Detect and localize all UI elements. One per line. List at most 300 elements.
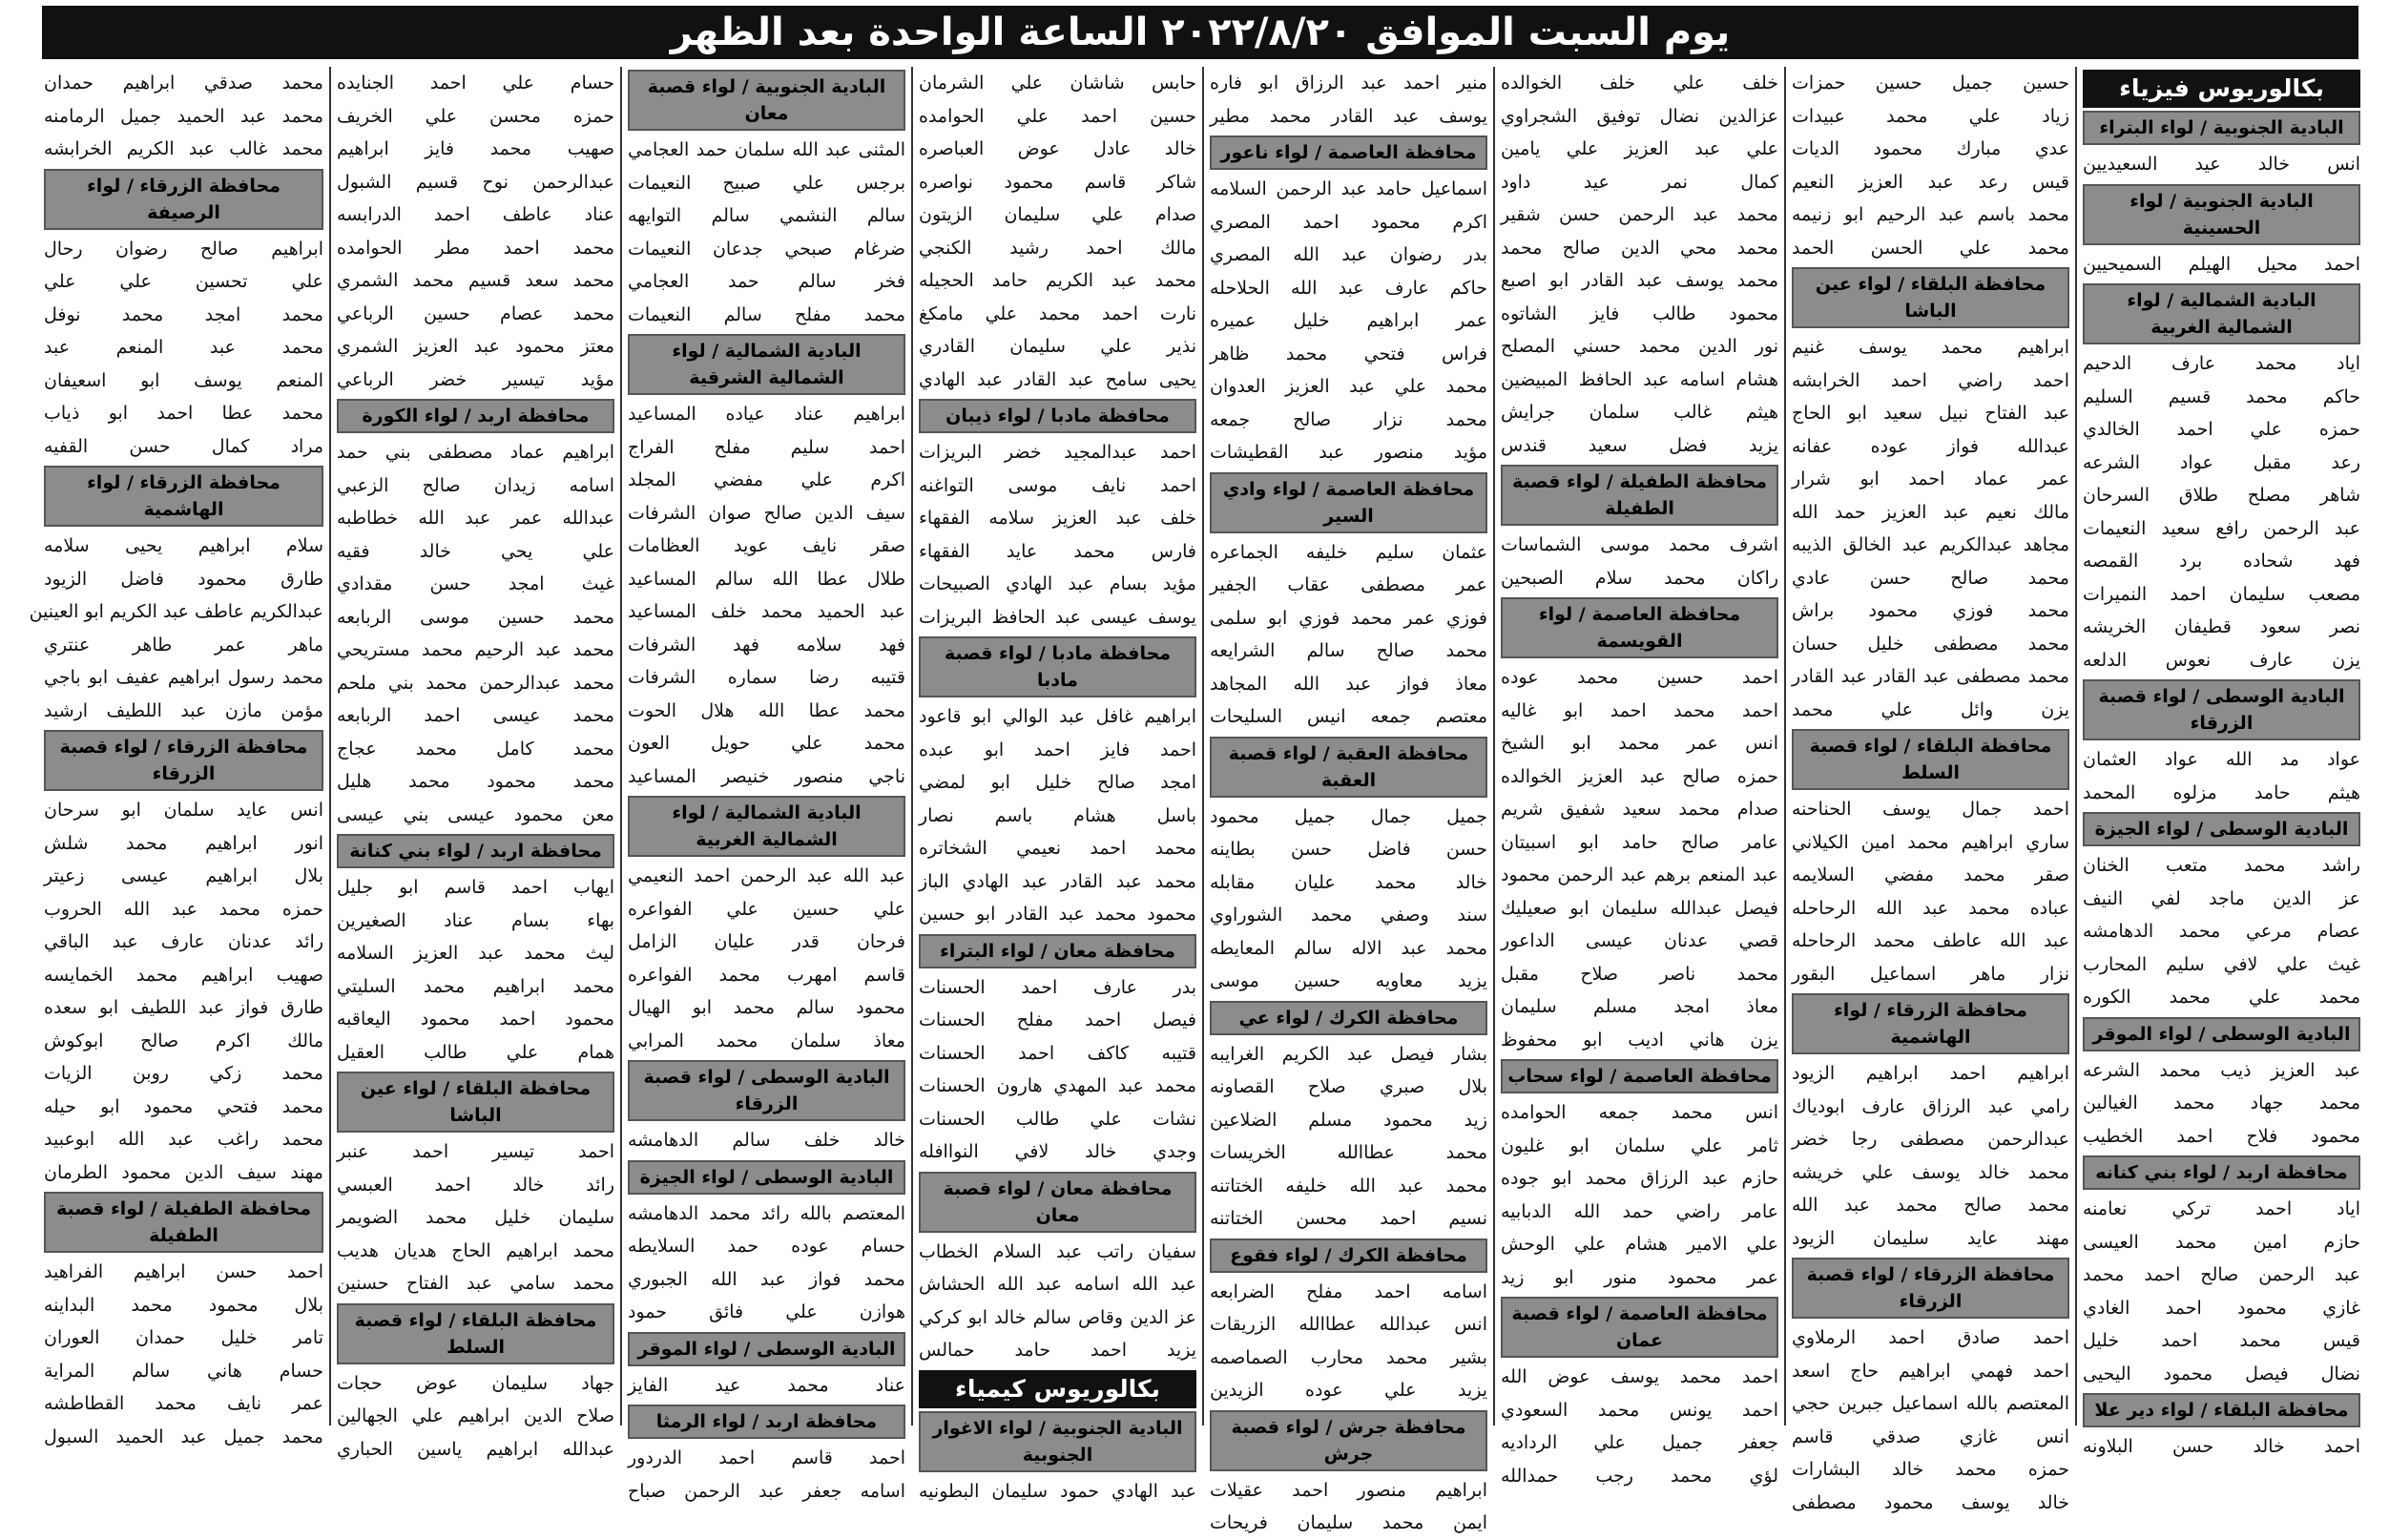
name-entry: بشير محمد محارب الصماصمه — [1210, 1346, 1487, 1368]
name-entry: مؤيد منصور عبد القطيشات — [1210, 442, 1487, 463]
name-entry: يحيى سامح عبد القادر عبد الهادي — [919, 368, 1196, 390]
name-entry: انور ابراهيم محمد شلش — [44, 832, 323, 854]
name-entry: زيد محمود مسلم الضلاعين — [1210, 1109, 1487, 1131]
name-entry: حمزه محمد خالد البشارات — [1792, 1459, 2069, 1480]
column-4 — [1202, 67, 1493, 1533]
name-entry: بلال صبري صلاح القصاونه — [1210, 1076, 1487, 1097]
name-entry: قيس محمد احمد خليل — [2083, 1330, 2360, 1351]
name-entry: سند وصفي محمد الشوراوي — [1210, 905, 1487, 926]
name-entry: احمد حسن ابراهيم الفراهيد — [44, 1261, 323, 1282]
name-entry: محمد عبدالرحمن محمد بني ملحم — [337, 672, 614, 694]
name-entry: حاكم عارف عبد الله الحلاحله — [1210, 277, 1487, 299]
name-entry: عبد الله عبد الرحمن احمد النعيمي — [628, 865, 905, 886]
name-entry: عواد مد الله عواد العثمان — [2083, 749, 2360, 770]
name-entry: نذير علي سليمان القادري — [919, 336, 1196, 357]
name-entry: محمد عصام حسين الرباعي — [337, 302, 614, 324]
name-entry: محمد عطا احمد ابو ذياب — [44, 403, 323, 424]
name-entry: اشرف محمد موسى الشماسات — [1501, 534, 1778, 555]
name-entry: احمد عبدالمجيد خضر البريزات — [919, 442, 1196, 463]
region-heading: محافظة العاصمة / لواء القويسمة — [1501, 597, 1778, 658]
name-entry: محمد عبد الرحمن حسن شقير — [1501, 204, 1778, 225]
name-entry: بهاء بسام عناد الصغيرين — [337, 909, 614, 931]
name-entry: محمد عبد الحميد جميل الرمامنه — [44, 105, 323, 127]
name-entry: احمد محمد احمد ابو غاليه — [1501, 699, 1778, 721]
name-entry: علي عبد العزيز علي يامين — [1501, 138, 1778, 159]
region-heading: محافظة العاصمة / لواء سحاب — [1501, 1059, 1778, 1093]
name-entry: ايهاب احمد قاسم ابو جليل — [337, 877, 614, 898]
name-entry: محمد صالح حسن عادي — [1792, 567, 2069, 589]
name-entry: ليث محمد عبد العزيز السلامه — [337, 943, 614, 964]
name-entry: حسن فاضل حسن بطاينه — [1210, 839, 1487, 860]
name-entry: برجس علي صبيح النعيمات — [628, 172, 905, 194]
region-heading: محافظة العاصمة / لواء ناعور — [1210, 135, 1487, 170]
name-entry: ابراهيم صالح رضوان رحال — [44, 238, 323, 260]
name-entry: عبدالله عمر عبد الله خطاطبه — [337, 508, 614, 529]
name-entry: مؤيد تيسير خضر الرباعي — [337, 368, 614, 390]
name-entry: وجدي خالد لافي النواافله — [919, 1141, 1196, 1162]
name-entry: خالد محمد عليان مقابله — [1210, 871, 1487, 893]
name-entry: طلال عطا الله سالم المساعيد — [628, 568, 905, 590]
name-entry: عثمان سليم خليفه الجماعره — [1210, 541, 1487, 563]
name-entry: اسامه زيدان صالح الزعبي — [337, 474, 614, 496]
column-6 — [620, 67, 911, 1502]
name-entry: محمد سعد قسيم محمد الشمري — [337, 270, 614, 291]
name-entry: احمد حسين محمد عوده — [1501, 667, 1778, 688]
region-heading: محافظة اربد / لواء بني كنانة — [337, 834, 614, 868]
name-entry: صلاح الدين ابراهيم علي الجهالين — [337, 1405, 614, 1426]
name-entry: ماهر عمر طاهر عنتري — [44, 634, 323, 656]
name-entry: خالد خلف سالم الدهامشه — [628, 1130, 905, 1151]
name-entry: علي الامير هشام علي الوحش — [1501, 1234, 1778, 1255]
name-entry: محمد احمد نعيمي الشخاتره — [919, 838, 1196, 859]
name-entry: فوزي عمر محمد فوزي ابو سلمى — [1210, 607, 1487, 629]
name-entry: زياد علي محمد عبيدات — [1792, 105, 2069, 127]
name-entry: فخر سالم حمد العجامي — [628, 271, 905, 292]
name-entry: مهند عايد سليمان الزيود — [1792, 1227, 2069, 1249]
name-entry: خلف علي خلف الخوالده — [1501, 73, 1778, 94]
name-entry: انس محمد جمعه الحوامده — [1501, 1102, 1778, 1123]
region-heading: محافظة البلقاء / لواء عين الباشا — [337, 1072, 614, 1133]
name-entry: محمد صدقي ابراهيم حمدان — [44, 73, 323, 94]
name-entry: عبدالرحمن مصطفى رجا خضر — [1792, 1129, 2069, 1150]
name-entry: معاذ سلمان محمد المرابي — [628, 1030, 905, 1051]
name-entry: تامر خليل حمدان العوران — [44, 1327, 323, 1348]
name-entry: مالك نعيم عبد العزيز حمد الله — [1792, 501, 2069, 523]
region-heading: محافظة الطفيلة / لواء قصبة الطفيلة — [1501, 465, 1778, 526]
column-8 — [29, 67, 329, 1447]
column-1 — [2075, 67, 2366, 1457]
name-entry: محمد فتحي محمود ابو حيله — [44, 1095, 323, 1117]
name-entry: عباده محمد عبد الله الرحاحله — [1792, 897, 2069, 919]
name-entry: المثنى عبد الله سلمان حمد العجامي — [628, 139, 905, 160]
name-entry: محمد كامل محمد عجاج — [337, 738, 614, 760]
name-entry: معتصم جمعه انيس السليحات — [1210, 706, 1487, 727]
name-entry: محمد عبد الاله سالم المعايطه — [1210, 937, 1487, 959]
name-entry: احمد خالد حسن البلاونه — [2083, 1436, 2360, 1457]
name-entry: بشار فيصل عبد الكريم الغرايبه — [1210, 1043, 1487, 1065]
name-entry: احمد صادق احمد الرملاوي — [1792, 1327, 2069, 1348]
name-entry: غيث علي لافي سليم المحارب — [2083, 953, 2360, 975]
name-entry: مصعب سليمان احمد النميرات — [2083, 583, 2360, 605]
region-heading: محافظة الزرقاء / لواء قصبة الزرقاء — [1792, 1258, 2069, 1319]
name-entry: صدام محمد سعيد شفيق شريم — [1501, 799, 1778, 820]
name-entry: حسام علي احمد الجنايده — [337, 73, 614, 94]
name-entry: محمد علي محمد الكوره — [2083, 987, 2360, 1008]
name-entry: احمد راضي احمد الخرابشه — [1792, 369, 2069, 391]
name-entry: سلام ابراهيم يحيى سلامه — [44, 535, 323, 556]
region-heading: محافظة الزرقاء / لواء الرصيفة — [44, 169, 323, 230]
name-entry: عبدالله فواز عوده عفانه — [1792, 435, 2069, 457]
name-entry: محمد صالح محمد عبد الله — [1792, 1195, 2069, 1216]
name-entry: محمد عطا الله هلال الحوت — [628, 699, 905, 721]
page-title: يوم السبت الموافق ٢٠٢٢/٨/٢٠ الساعة الواحدة بعد الظهر — [42, 6, 2358, 59]
name-entry: يزيد علي عوده الزيدين — [1210, 1380, 1487, 1401]
name-entry: كمال نمر عيد داود — [1501, 171, 1778, 193]
name-entry: عبد الفتاح نبيل سعيد ابو الحاج — [1792, 403, 2069, 424]
name-entry: صقر محمد مفضي السلايمه — [1792, 864, 2069, 885]
name-entry: محمد حسين موسى الربابعه — [337, 606, 614, 628]
name-entry: عبدالكريم عاطف عبد الكريم ابو العينين — [29, 601, 323, 622]
region-heading: محافظة البلقاء / لواء قصبة السلط — [1792, 729, 2069, 790]
name-entry: يزن عارف نعوس الدلعه — [2083, 649, 2360, 671]
name-entry: عامر صالح حامد ابو اسبيتان — [1501, 831, 1778, 853]
region-heading: محافظة الزرقاء / لواء قصبة الزرقاء — [44, 730, 323, 791]
name-entry: محمد مصطفى عبد القادر عبد القادر — [1792, 666, 2069, 687]
name-entry: راكان محمد سلام الصبحين — [1501, 567, 1778, 589]
name-entry: سفيان راتب عبد السلام الخطاب — [919, 1240, 1196, 1262]
name-entry: محمد محي الدين صالح محمد — [1501, 237, 1778, 259]
name-entry: نصر سعود قطيفان الخريشه — [2083, 616, 2360, 637]
name-entry: اياد محمد عارف الدحيم — [2083, 353, 2360, 374]
name-entry: انس عمر محمد ابو الشيخ — [1501, 733, 1778, 754]
name-entry: محمد محمود محمد هليل — [337, 771, 614, 792]
name-entry: محمد احمد مطر الحوامده — [337, 237, 614, 259]
name-entry: محمد عبد الكريم حامد الحجيله — [919, 270, 1196, 291]
name-entry: محمد عبد المنعم عبد — [44, 337, 323, 358]
name-entry: فرحان قدر عليان الزامل — [628, 931, 905, 952]
name-entry: محمد جميل عبد الحميد السبول — [44, 1426, 323, 1447]
name-entry: صهيب ابراهيم محمد الخمايسه — [44, 964, 323, 986]
name-entry: محمد نزار صالح جمعه — [1210, 408, 1487, 430]
major-heading: بكالوريوس كيمياء — [919, 1370, 1196, 1408]
region-heading: محافظة البلقاء / لواء دير علا — [2083, 1393, 2360, 1427]
name-entry: بلال محمود محمد البداينه — [44, 1294, 323, 1316]
region-heading: البادية الجنوبية / لواء الحسينية — [2083, 184, 2360, 245]
name-entry: فارس محمد عايد الفقهاء — [919, 540, 1196, 562]
name-entry: محمد خالد يوسف علي خريشه — [1792, 1161, 2069, 1183]
name-entry: حسين احمد علي الحوامده — [919, 105, 1196, 127]
name-entry: عبد الله عاطف محمد الرحاحله — [1792, 930, 2069, 951]
name-entry: اسامه احمد مفلح الضرابعه — [1210, 1280, 1487, 1302]
region-heading: محافظة معان / لواء البتراء — [919, 934, 1196, 968]
name-entry: حسين جميل حسين حمزات — [1792, 73, 2069, 94]
name-entry: محمود فلاح احمد الخطيب — [2083, 1125, 2360, 1147]
name-entry: عناد عاطف احمد الدرابسه — [337, 204, 614, 225]
name-entry: المنعم يوسف ابو اسعيفان — [44, 369, 323, 391]
name-entry: محمد عيسى احمد الربابعه — [337, 705, 614, 726]
name-entry: قاسم امهرب محمد الفواعره — [628, 964, 905, 986]
name-entry: شاهر مصلح طلاق السرحان — [2083, 485, 2360, 506]
name-entry: رائد خالد احمد العبسي — [337, 1174, 614, 1196]
name-entry: بدر رضوان عبد الله المصري — [1210, 244, 1487, 265]
name-entry: لؤي محمد رجب حمدالله — [1501, 1465, 1778, 1487]
columns-container — [29, 67, 2366, 1533]
name-entry: انس خالد عيد السعيديين — [2083, 154, 2360, 175]
name-entry: محمد يوسف عبد القادر ابو اصبع — [1501, 270, 1778, 291]
name-entry: عمر محمود منور ابو زيد — [1501, 1266, 1778, 1288]
name-entry: عبد الرحمن صالح احمد محمد — [2083, 1264, 2360, 1285]
name-entry: فيصل احمد مفلح الحسنات — [919, 1009, 1196, 1030]
name-entry: شاكر قاسم محمود نواصره — [919, 171, 1196, 193]
name-entry: ثامر علي سلمان ابو غليون — [1501, 1134, 1778, 1156]
region-heading: محافظة اربد / لواء الكورة — [337, 399, 614, 433]
region-heading: محافظة معان / لواء قصبة معان — [919, 1172, 1196, 1233]
name-entry: يزيد معاويه حسين موسى — [1210, 970, 1487, 991]
name-entry: فهد سلامه فهد الشرفات — [628, 634, 905, 656]
name-entry: باسل هشام باسم نصار — [919, 804, 1196, 826]
name-entry: محمد زكي روبن الزيات — [44, 1063, 323, 1084]
region-heading: البادية الجنوبية / لواء البتراء — [2083, 111, 2360, 145]
name-entry: محمد علي الحسن الحمد — [1792, 237, 2069, 259]
name-entry: يزن هاني اديب ابو محفوظ — [1501, 1029, 1778, 1051]
name-entry: احمد يونس محمد السعودي — [1501, 1399, 1778, 1421]
region-heading: البادية الشمالية / لواء الشمالية الغربية — [2083, 283, 2360, 344]
region-heading: محافظة الزرقاء / لواء الهاشمية — [44, 466, 323, 527]
name-entry: مالك اكرم صالح ابوكوش — [44, 1030, 323, 1051]
region-heading: محافظة الكرك / لواء فقوع — [1210, 1238, 1487, 1273]
name-entry: حمزه محمد عبد الله الحروب — [44, 898, 323, 920]
name-entry: معتز محمود عبد العزيز الشمري — [337, 336, 614, 357]
name-entry: محمد غالب عبد الكريم الخرابشه — [44, 138, 323, 159]
name-entry: جهاد سليمان عوض حجات — [337, 1372, 614, 1394]
name-entry: بلال ابراهيم عيسى زعيتر — [44, 865, 323, 886]
region-heading: البادية الوسطى / لواء الموقر — [628, 1332, 905, 1366]
name-entry: سالم النشمي سالم التوايهه — [628, 205, 905, 226]
name-entry: نسيم احمد محسن الختاتنه — [1210, 1208, 1487, 1229]
name-entry: عز الدين وقاص سالم خالد ابو كركي — [919, 1306, 1196, 1328]
name-entry: محمد مفلح سالم النعيمات — [628, 303, 905, 325]
name-entry: احمد محيل الهيلم السميحيين — [2083, 253, 2360, 275]
name-entry: حسام هاني سالم المراية — [44, 1360, 323, 1382]
name-entry: حمزه محسن علي الخريف — [337, 105, 614, 127]
name-entry: عبدالله ابراهيم ياسين الحباري — [337, 1438, 614, 1460]
name-entry: هيثم غالب سلمان جرايش — [1501, 402, 1778, 423]
name-entry: عبد الله اسامه عبد الله الحشاش — [919, 1274, 1196, 1295]
name-entry: المعتصم بالله رائد محمد الدهامشه — [628, 1202, 905, 1224]
name-entry: بدر عارف احمد الحسنات — [919, 976, 1196, 998]
name-entry: عمر ابراهيم خليل عميره — [1210, 310, 1487, 331]
name-entry: محمد راغب عبد الله ابوعبيد — [44, 1129, 323, 1150]
name-entry: حسام عوده حمد السلايطه — [628, 1236, 905, 1257]
name-entry: صدام علي سليمان الزيتون — [919, 204, 1196, 225]
name-entry: يوسف عيسى عبد الحافظ البريزات — [919, 606, 1196, 628]
name-entry: عبدالرحمن نوح قسيم الشبول — [337, 171, 614, 193]
name-entry: نضال فيصل محمود اليحيى — [2083, 1363, 2360, 1384]
name-entry: احمد نايف موسى التواغنه — [919, 474, 1196, 496]
region-heading: البادية الوسطى / لواء الجيزة — [2083, 812, 2360, 846]
region-heading: محافظة الزرقاء / لواء الهاشمية — [1792, 993, 2069, 1054]
name-entry: رعد مقبل عواد الشرعه — [2083, 451, 2360, 473]
name-entry: قتيبه كاكف احمد الحسنات — [919, 1042, 1196, 1064]
column-3 — [1493, 67, 1784, 1487]
name-entry: سليمان خليل محمد الضويمر — [337, 1207, 614, 1228]
name-entry: احمد فهمي ابراهيم حاج اسعد — [1792, 1360, 2069, 1382]
name-entry: فراس فتحي محمد ظاهر — [1210, 343, 1487, 364]
column-5 — [911, 67, 1202, 1502]
region-heading: محافظة الكرك / لواء عي — [1210, 1001, 1487, 1035]
column-2 — [1784, 67, 2075, 1513]
major-heading: بكالوريوس فيزياء — [2083, 70, 2360, 108]
name-entry: غيث امجد حسن مقدادي — [337, 573, 614, 594]
name-entry: محمود سالم محمد ابو الهيال — [628, 997, 905, 1018]
name-entry: طارق فواز عبد اللطيف ابو سعده — [44, 997, 323, 1018]
name-entry: اكرم علي مفضي المجلد — [628, 469, 905, 490]
name-entry: محمد عبد الرحيم محمد مستريحي — [337, 639, 614, 660]
region-heading: البادية الشمالية / لواء الشمالية الغربية — [628, 796, 905, 857]
region-heading: البادية الوسطى / لواء الموقر — [2083, 1017, 2360, 1051]
name-entry: محمد فوزي محمود براش — [1792, 600, 2069, 621]
name-entry: علي يحي خالد فقيه — [337, 540, 614, 562]
name-entry: راشد محمد متعب الخنان — [2083, 855, 2360, 876]
name-entry: محمد باسم عبد الرحيم ابو زنيمه — [1792, 204, 2069, 225]
name-entry: مالك احمد رشيد الكنجي — [919, 237, 1196, 259]
name-entry: اياد احمد تركي نعامنه — [2083, 1198, 2360, 1219]
name-entry: محمد فواز عبد الله الجبوري — [628, 1268, 905, 1290]
name-entry: هيثم حامد مزلوه المحمد — [2083, 781, 2360, 803]
column-7 — [329, 67, 620, 1460]
name-entry: معاذ امجد مسلم سليمان — [1501, 996, 1778, 1017]
name-entry: معاذ فواز عبد الله المجاهد — [1210, 673, 1487, 695]
name-entry: خلف عبد العزيز سلامه الفقهاء — [919, 508, 1196, 529]
name-entry: محمد صالح سالم الشرايعه — [1210, 640, 1487, 661]
name-entry: انس عبدالله عطاالله الزريقات — [1210, 1314, 1487, 1335]
name-entry: نزار ماهر اسماعيل البقور — [1792, 963, 2069, 985]
region-heading: محافظة العقبة / لواء قصبة العقبة — [1210, 737, 1487, 798]
name-entry: معن محمود عيسى بني عيسى — [337, 803, 614, 825]
name-entry: محمد ناصر صلاح مقبل — [1501, 963, 1778, 985]
name-entry: صقر نايف عويد العظامات — [628, 535, 905, 556]
region-heading: محافظة البلقاء / لواء قصبة السلط — [337, 1303, 614, 1364]
name-entry: قيس رعد عبد العزيز النعيم — [1792, 171, 2069, 193]
name-entry: يوسف عبد القادر محمد مطير — [1210, 105, 1487, 127]
name-entry: حمزه علي احمد الخالدي — [2083, 419, 2360, 440]
name-entry: قتيبه رضا سماره الشرفات — [628, 667, 905, 688]
name-entry: محمد عطاالله الخريسات — [1210, 1142, 1487, 1163]
name-entry: احمد قاسم احمد الدردور — [628, 1447, 905, 1468]
name-entry: نور الدين محمد حسني المصلح — [1501, 336, 1778, 357]
name-entry: عصام مرعي محمد الدهامشه — [2083, 921, 2360, 942]
name-entry: اسماعيل حامد عبد الرحمن السلامه — [1210, 178, 1487, 199]
name-entry: همام علي طالب العقيل — [337, 1041, 614, 1063]
name-entry: احمد تيسير احمد عنبر — [337, 1141, 614, 1162]
name-entry: غازي محمود احمد الغادي — [2083, 1297, 2360, 1319]
region-heading: البادية الجنوبية / لواء الاغوار الجنوبية — [919, 1411, 1196, 1472]
name-entry: عامر راضي حمد الله الدبابيه — [1501, 1200, 1778, 1222]
name-entry: هشام اسامه عبد الحافظ المبيضين — [1501, 368, 1778, 390]
name-entry: عبد الرحمن رافع سعيد النعيمات — [2083, 517, 2360, 539]
name-entry: مؤمن مازن عبد اللطيف ارشيد — [44, 699, 323, 721]
name-entry: امجد صالح خليل ابو لمضي — [919, 772, 1196, 793]
region-heading: محافظة البلقاء / لواء عين الباشا — [1792, 267, 2069, 328]
name-entry: حازم عبد الرزاق محمد ابو جوده — [1501, 1168, 1778, 1189]
name-entry: حاكم محمد قسيم السليم — [2083, 385, 2360, 407]
name-entry: محمد علي حويل العون — [628, 733, 905, 754]
name-entry: المعتصم بالله اسماعيل جبرين حجي — [1792, 1393, 2069, 1414]
region-heading: محافظة اربد / لواء الرمثا — [628, 1405, 905, 1439]
name-entry: فهد شحاده برد القمصه — [2083, 551, 2360, 572]
name-entry: محمد ابراهيم الحاج هديان هديب — [337, 1239, 614, 1261]
name-entry: حمزه صالح عبد العزيز الخوالده — [1501, 765, 1778, 787]
name-entry: هوازن علي فائق حمود — [628, 1301, 905, 1322]
name-entry: رائد عدنان عارف عبد الباقي — [44, 931, 323, 952]
name-entry: صهيب محمد فايز ابراهيم — [337, 138, 614, 159]
name-entry: محمد رسول ابراهيم عفيف ابو باجي — [44, 667, 323, 688]
name-entry: ساري ابراهيم محمد امين الكيلاني — [1792, 831, 2069, 853]
name-entry: عبد الحميد محمد خلف المساعيد — [628, 601, 905, 622]
name-entry: جميل جمال جميل محمود — [1210, 805, 1487, 827]
name-entry: عمر مصطفى عقاب الجفير — [1210, 574, 1487, 595]
name-entry: عزالدين نضال توفيق الشجراوي — [1501, 105, 1778, 127]
name-entry: عدي مبارك محمود الديات — [1792, 138, 2069, 159]
name-entry: انس غازي صدقي قاسم — [1792, 1426, 2069, 1447]
name-entry: اسامه جعفر عبد الرحمن صباح — [628, 1480, 905, 1502]
name-entry: جعفر جميل علي الرداديه — [1501, 1432, 1778, 1453]
region-heading: البادية الوسطى / لواء قصبة الزرقاء — [628, 1060, 905, 1121]
name-entry: ابراهيم منصور احمد عقيلات — [1210, 1479, 1487, 1501]
name-entry: سيف الدين صالح صوان الشرفات — [628, 502, 905, 524]
region-heading: محافظة مادبا / لواء ذيبان — [919, 399, 1196, 433]
name-entry: عبد العزيز ذيب محمد الشرعه — [2083, 1059, 2360, 1081]
name-entry: ناجي منصور خنيصر المساعيد — [628, 765, 905, 787]
name-entry: عبد المنعم برهم عبد الرحمن محمود — [1501, 864, 1778, 885]
region-heading: البادية الشمالية / لواء الشمالية الشرقية — [628, 334, 905, 395]
name-entry: عناد محمد عيد الفايز — [628, 1374, 905, 1396]
name-entry: مؤيد بسام عبد الهادي الصبيحات — [919, 573, 1196, 594]
region-heading: البادية الوسطى / لواء قصبة الزرقاء — [2083, 679, 2360, 740]
name-entry: قصي عدنان عيسى الداعور — [1501, 930, 1778, 951]
region-heading: محافظة مادبا / لواء قصبة مادبا — [919, 636, 1196, 697]
name-entry: احمد سليم مفلح الفراج — [628, 436, 905, 458]
region-heading: محافظة العاصمة / لواء قصبة عمان — [1501, 1297, 1778, 1358]
name-entry: منير احمد عبد الرزاق ابو فاره — [1210, 73, 1487, 94]
name-entry: عبد الهادي حمود سليمان البطونيه — [919, 1480, 1196, 1502]
name-entry: ايمن محمد سليمان فريحات — [1210, 1512, 1487, 1533]
name-entry: نارت احمد محمد علي مامكغ — [919, 302, 1196, 324]
name-entry: رامي عبد الرزاق عارف ابودياك — [1792, 1095, 2069, 1117]
name-entry: علي تحسين علي علي — [44, 271, 323, 292]
region-heading: البادية الجنوبية / لواء قصبة معان — [628, 70, 905, 131]
name-entry: ابراهيم احمد ابراهيم الزيود — [1792, 1063, 2069, 1084]
region-heading: محافظة جرش / لواء قصبة جرش — [1210, 1410, 1487, 1471]
name-entry: علي حسين علي الفواعره — [628, 898, 905, 920]
region-heading: محافظة العاصمة / لواء وادي السير — [1210, 472, 1487, 533]
name-entry: انس عايد سلمان ابو سرحان — [44, 800, 323, 821]
name-entry: نشات علي طالب الحسنات — [919, 1108, 1196, 1130]
name-entry: محمود طالب فايز الشاتوه — [1501, 302, 1778, 324]
name-entry: محمود احمد محمود اليعاقبه — [337, 1009, 614, 1030]
name-entry: يزيد فضل سعيد قندس — [1501, 434, 1778, 456]
region-heading: البادية الوسطى / لواء الجيزة — [628, 1160, 905, 1195]
name-entry: محمد مصطفى خليل حسان — [1792, 633, 2069, 655]
name-entry: فيصل عبدالله سليمان ابو صعيليك — [1501, 897, 1778, 919]
name-entry: عمر نايف محمد القطاطشه — [44, 1393, 323, 1414]
name-entry: احمد جمال يوسف الحناحنه — [1792, 799, 2069, 820]
name-entry: خالد عادل عوض العباصره — [919, 138, 1196, 159]
name-entry: ابراهيم عناد عياده المساعيد — [628, 404, 905, 425]
name-entry: محمود محمد عبد القادر ابو حسين — [919, 904, 1196, 925]
region-heading: محافظة الطفيلة / لواء قصبة الطفيلة — [44, 1192, 323, 1253]
name-entry: محمد امجد محمد نوفل — [44, 303, 323, 325]
